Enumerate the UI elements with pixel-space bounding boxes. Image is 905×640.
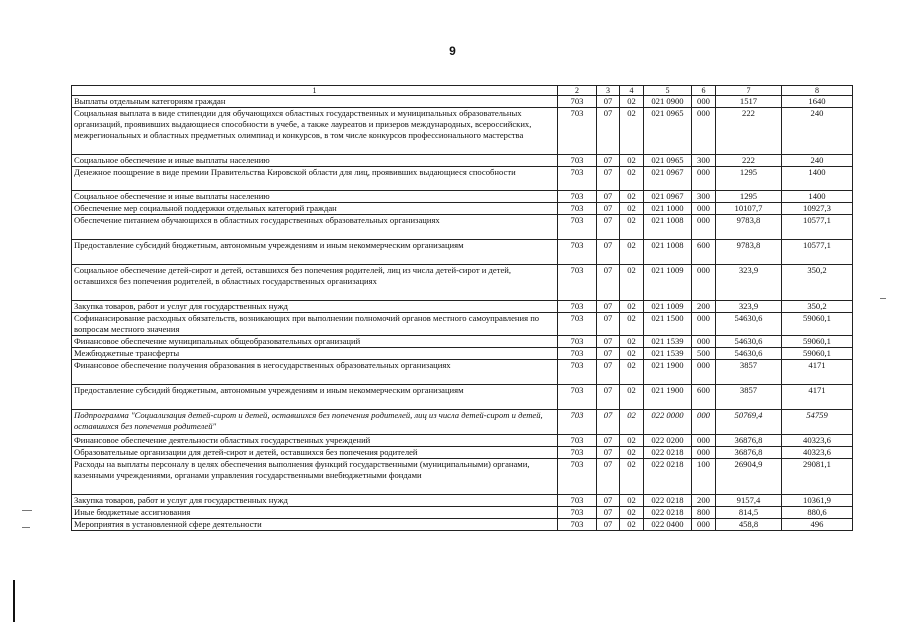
cell-c5: 021 0900	[644, 96, 692, 108]
cell-c5: 021 1008	[644, 215, 692, 240]
cell-c3: 07	[597, 203, 620, 215]
cell-c8: 59060,1	[782, 336, 853, 348]
cell-c2: 703	[558, 265, 597, 301]
cell-c4: 02	[620, 203, 644, 215]
cell-c4: 02	[620, 313, 644, 336]
cell-c2: 703	[558, 155, 597, 167]
cell-c6: 000	[692, 360, 716, 385]
cell-c3: 07	[597, 410, 620, 435]
cell-c7: 9783,8	[716, 215, 782, 240]
cell-c8: 496	[782, 519, 853, 531]
cell-c3: 07	[597, 385, 620, 410]
cell-c2: 703	[558, 336, 597, 348]
cell-c6: 000	[692, 435, 716, 447]
cell-c5: 021 1900	[644, 360, 692, 385]
cell-c5: 021 1539	[644, 348, 692, 360]
row-name: Денежное поощрение в виде премии Правительства Кировской области для лиц, проявивших выдающиеся способности	[72, 167, 558, 191]
cell-c3: 07	[597, 96, 620, 108]
cell-c6: 000	[692, 215, 716, 240]
cell-c8: 1400	[782, 167, 853, 191]
table-row	[72, 301, 853, 313]
cell-c4: 02	[620, 519, 644, 531]
cell-c2: 703	[558, 191, 597, 203]
row-name: Финансовое обеспечение получения образования в негосударственных образовательных организациях	[72, 360, 558, 385]
cell-c3: 07	[597, 495, 620, 507]
cell-c6: 300	[692, 155, 716, 167]
row-name: Социальное обеспечение и иные выплаты населению	[72, 155, 558, 167]
cell-c3: 07	[597, 519, 620, 531]
cell-c4: 02	[620, 348, 644, 360]
margin-dash	[880, 298, 886, 299]
table-row	[72, 265, 853, 301]
cell-c8: 4171	[782, 360, 853, 385]
cell-c4: 02	[620, 495, 644, 507]
table-row	[72, 435, 853, 447]
cell-c7: 323,9	[716, 301, 782, 313]
cell-c5: 021 1009	[644, 301, 692, 313]
cell-c6: 000	[692, 265, 716, 301]
cell-c5: 021 0965	[644, 155, 692, 167]
cell-c2: 703	[558, 96, 597, 108]
column-header: 2	[558, 86, 597, 96]
row-name: Финансовое обеспечение деятельности областных государственных учреждений	[72, 435, 558, 447]
cell-c8: 350,2	[782, 301, 853, 313]
cell-c8: 10577,1	[782, 215, 853, 240]
cell-c8: 1640	[782, 96, 853, 108]
row-name: Закупка товаров, работ и услуг для государственных нужд	[72, 301, 558, 313]
cell-c6: 600	[692, 385, 716, 410]
cell-c6: 100	[692, 459, 716, 495]
margin-line	[13, 580, 15, 622]
cell-c7: 458,8	[716, 519, 782, 531]
cell-c8: 880,6	[782, 507, 853, 519]
cell-c5: 021 1500	[644, 313, 692, 336]
cell-c5: 021 1539	[644, 336, 692, 348]
cell-c5: 021 1000	[644, 203, 692, 215]
page-number: 9	[449, 44, 456, 58]
cell-c8: 10361,9	[782, 495, 853, 507]
cell-c3: 07	[597, 313, 620, 336]
table-row	[72, 459, 853, 495]
cell-c8: 40323,6	[782, 447, 853, 459]
row-name: Обеспечение мер социальной поддержки отдельных категорий граждан	[72, 203, 558, 215]
table-row	[72, 410, 853, 435]
cell-c8: 59060,1	[782, 348, 853, 360]
cell-c6: 000	[692, 336, 716, 348]
row-name: Иные бюджетные ассигнования	[72, 507, 558, 519]
cell-c7: 54630,6	[716, 336, 782, 348]
cell-c8: 1400	[782, 191, 853, 203]
cell-c3: 07	[597, 191, 620, 203]
cell-c7: 222	[716, 155, 782, 167]
cell-c7: 3857	[716, 385, 782, 410]
cell-c7: 222	[716, 108, 782, 155]
cell-c5: 022 0218	[644, 447, 692, 459]
cell-c7: 323,9	[716, 265, 782, 301]
cell-c3: 07	[597, 435, 620, 447]
cell-c5: 021 1008	[644, 240, 692, 265]
cell-c2: 703	[558, 313, 597, 336]
row-name: Межбюджетные трансферты	[72, 348, 558, 360]
column-header: 8	[782, 86, 853, 96]
cell-c5: 021 1900	[644, 385, 692, 410]
cell-c2: 703	[558, 108, 597, 155]
row-name: Предоставление субсидий бюджетным, автономным учреждениям и иным некоммерческим организациям	[72, 240, 558, 265]
cell-c3: 07	[597, 348, 620, 360]
cell-c4: 02	[620, 336, 644, 348]
row-name: Софинансирование расходных обязательств, возникающих при выполнении полномочий органов местного самоуправления по вопросам местного значения	[72, 313, 558, 336]
cell-c2: 703	[558, 459, 597, 495]
cell-c5: 021 0967	[644, 191, 692, 203]
cell-c2: 703	[558, 495, 597, 507]
cell-c7: 9157,4	[716, 495, 782, 507]
cell-c2: 703	[558, 447, 597, 459]
cell-c3: 07	[597, 155, 620, 167]
cell-c2: 703	[558, 385, 597, 410]
cell-c7: 36876,8	[716, 435, 782, 447]
cell-c4: 02	[620, 108, 644, 155]
cell-c4: 02	[620, 155, 644, 167]
table-row	[72, 360, 853, 385]
cell-c6: 000	[692, 519, 716, 531]
cell-c3: 07	[597, 459, 620, 495]
table-body	[72, 96, 853, 531]
column-header: 7	[716, 86, 782, 96]
cell-c2: 703	[558, 410, 597, 435]
cell-c6: 000	[692, 167, 716, 191]
cell-c7: 9783,8	[716, 240, 782, 265]
cell-c8: 350,2	[782, 265, 853, 301]
column-header: 4	[620, 86, 644, 96]
row-name: Предоставление субсидий бюджетным, автономным учреждениям и иным некоммерческим организациям	[72, 385, 558, 410]
table-row	[72, 96, 853, 108]
row-name: Социальное обеспечение детей-сирот и детей, оставшихся без попечения родителей, лиц из числа детей-сирот и детей, оставшихся без попечения родителей, в областных государственных организациях	[72, 265, 558, 301]
cell-c7: 1517	[716, 96, 782, 108]
row-name: Социальное обеспечение и иные выплаты населению	[72, 191, 558, 203]
cell-c7: 54630,6	[716, 313, 782, 336]
cell-c8: 29081,1	[782, 459, 853, 495]
cell-c4: 02	[620, 265, 644, 301]
row-name: Закупка товаров, работ и услуг для государственных нужд	[72, 495, 558, 507]
cell-c7: 36876,8	[716, 447, 782, 459]
row-name: Образовательные организации для детей-сирот и детей, оставшихся без попечения родителей	[72, 447, 558, 459]
cell-c4: 02	[620, 96, 644, 108]
cell-c6: 000	[692, 203, 716, 215]
cell-c5: 021 0965	[644, 108, 692, 155]
cell-c8: 10577,1	[782, 240, 853, 265]
margin-dash	[22, 510, 32, 511]
row-name: Обеспечение питанием обучающихся в областных государственных образовательных организациях	[72, 215, 558, 240]
cell-c2: 703	[558, 301, 597, 313]
cell-c5: 021 1009	[644, 265, 692, 301]
cell-c7: 3857	[716, 360, 782, 385]
cell-c5: 022 0400	[644, 519, 692, 531]
margin-dash	[22, 527, 30, 528]
cell-c2: 703	[558, 167, 597, 191]
row-name: Финансовое обеспечение муниципальных общеобразовательных организаций	[72, 336, 558, 348]
cell-c6: 000	[692, 96, 716, 108]
cell-c2: 703	[558, 519, 597, 531]
cell-c3: 07	[597, 447, 620, 459]
cell-c4: 02	[620, 215, 644, 240]
cell-c4: 02	[620, 385, 644, 410]
cell-c7: 26904,9	[716, 459, 782, 495]
cell-c6: 200	[692, 301, 716, 313]
cell-c4: 02	[620, 191, 644, 203]
cell-c7: 50769,4	[716, 410, 782, 435]
table-row	[72, 203, 853, 215]
table-row	[72, 447, 853, 459]
cell-c2: 703	[558, 360, 597, 385]
cell-c7: 54630,6	[716, 348, 782, 360]
cell-c7: 1295	[716, 191, 782, 203]
cell-c2: 703	[558, 203, 597, 215]
column-header: 3	[597, 86, 620, 96]
column-header: 5	[644, 86, 692, 96]
cell-c5: 021 0967	[644, 167, 692, 191]
cell-c5: 022 0218	[644, 495, 692, 507]
table-row	[72, 495, 853, 507]
table-row	[72, 191, 853, 203]
cell-c5: 022 0000	[644, 410, 692, 435]
cell-c5: 022 0218	[644, 507, 692, 519]
cell-c4: 02	[620, 167, 644, 191]
table-row	[72, 336, 853, 348]
cell-c4: 02	[620, 435, 644, 447]
table-row	[72, 155, 853, 167]
cell-c6: 000	[692, 313, 716, 336]
cell-c7: 814,5	[716, 507, 782, 519]
column-header: 1	[72, 86, 558, 96]
cell-c3: 07	[597, 240, 620, 265]
table-row	[72, 240, 853, 265]
row-name: Подпрограмма "Социализация детей-сирот и детей, оставшихся без попечения родителей, лиц из числа детей-сирот и детей, оставшихся без попечения родителей"	[72, 410, 558, 435]
cell-c6: 000	[692, 108, 716, 155]
table-row	[72, 507, 853, 519]
cell-c4: 02	[620, 507, 644, 519]
cell-c3: 07	[597, 108, 620, 155]
table-row	[72, 348, 853, 360]
cell-c2: 703	[558, 215, 597, 240]
cell-c3: 07	[597, 215, 620, 240]
cell-c5: 022 0200	[644, 435, 692, 447]
row-name: Расходы на выплаты персоналу в целях обеспечения выполнения функций государственными (муниципальными) органами, казенными учреждениями, органами управления государственными внебюджетными фондами	[72, 459, 558, 495]
cell-c4: 02	[620, 459, 644, 495]
table-row	[72, 215, 853, 240]
row-name: Мероприятия в установленной сфере деятельности	[72, 519, 558, 531]
cell-c4: 02	[620, 301, 644, 313]
cell-c6: 500	[692, 348, 716, 360]
cell-c2: 703	[558, 435, 597, 447]
table-row	[72, 167, 853, 191]
cell-c8: 240	[782, 155, 853, 167]
row-name: Социальная выплата в виде стипендии для обучающихся областных государственных и муниципальных образовательных организаций, проявивших выдающиеся способности в учебе, а также лауреатов и призеров международных, всероссийских, межрегиональных и областных предметных олимпиад и конкурсов, в том числе конкурсов профессионального мастерства	[72, 108, 558, 155]
cell-c8: 240	[782, 108, 853, 155]
cell-c8: 59060,1	[782, 313, 853, 336]
cell-c4: 02	[620, 447, 644, 459]
row-name: Выплаты отдельным категориям граждан	[72, 96, 558, 108]
table-row	[72, 313, 853, 336]
cell-c6: 000	[692, 447, 716, 459]
column-header: 6	[692, 86, 716, 96]
cell-c7: 10107,7	[716, 203, 782, 215]
cell-c3: 07	[597, 360, 620, 385]
cell-c8: 54759	[782, 410, 853, 435]
budget-table	[71, 85, 853, 531]
cell-c6: 000	[692, 410, 716, 435]
cell-c8: 4171	[782, 385, 853, 410]
cell-c4: 02	[620, 240, 644, 265]
cell-c7: 1295	[716, 167, 782, 191]
header-row	[72, 86, 853, 96]
cell-c3: 07	[597, 336, 620, 348]
cell-c8: 10927,3	[782, 203, 853, 215]
cell-c3: 07	[597, 167, 620, 191]
cell-c3: 07	[597, 507, 620, 519]
cell-c2: 703	[558, 507, 597, 519]
cell-c6: 600	[692, 240, 716, 265]
table-row	[72, 385, 853, 410]
cell-c4: 02	[620, 360, 644, 385]
cell-c3: 07	[597, 301, 620, 313]
cell-c3: 07	[597, 265, 620, 301]
cell-c6: 200	[692, 495, 716, 507]
cell-c6: 800	[692, 507, 716, 519]
table-row	[72, 519, 853, 531]
cell-c2: 703	[558, 240, 597, 265]
table-row	[72, 108, 853, 155]
cell-c6: 300	[692, 191, 716, 203]
cell-c5: 022 0218	[644, 459, 692, 495]
cell-c4: 02	[620, 410, 644, 435]
cell-c8: 40323,6	[782, 435, 853, 447]
cell-c2: 703	[558, 348, 597, 360]
